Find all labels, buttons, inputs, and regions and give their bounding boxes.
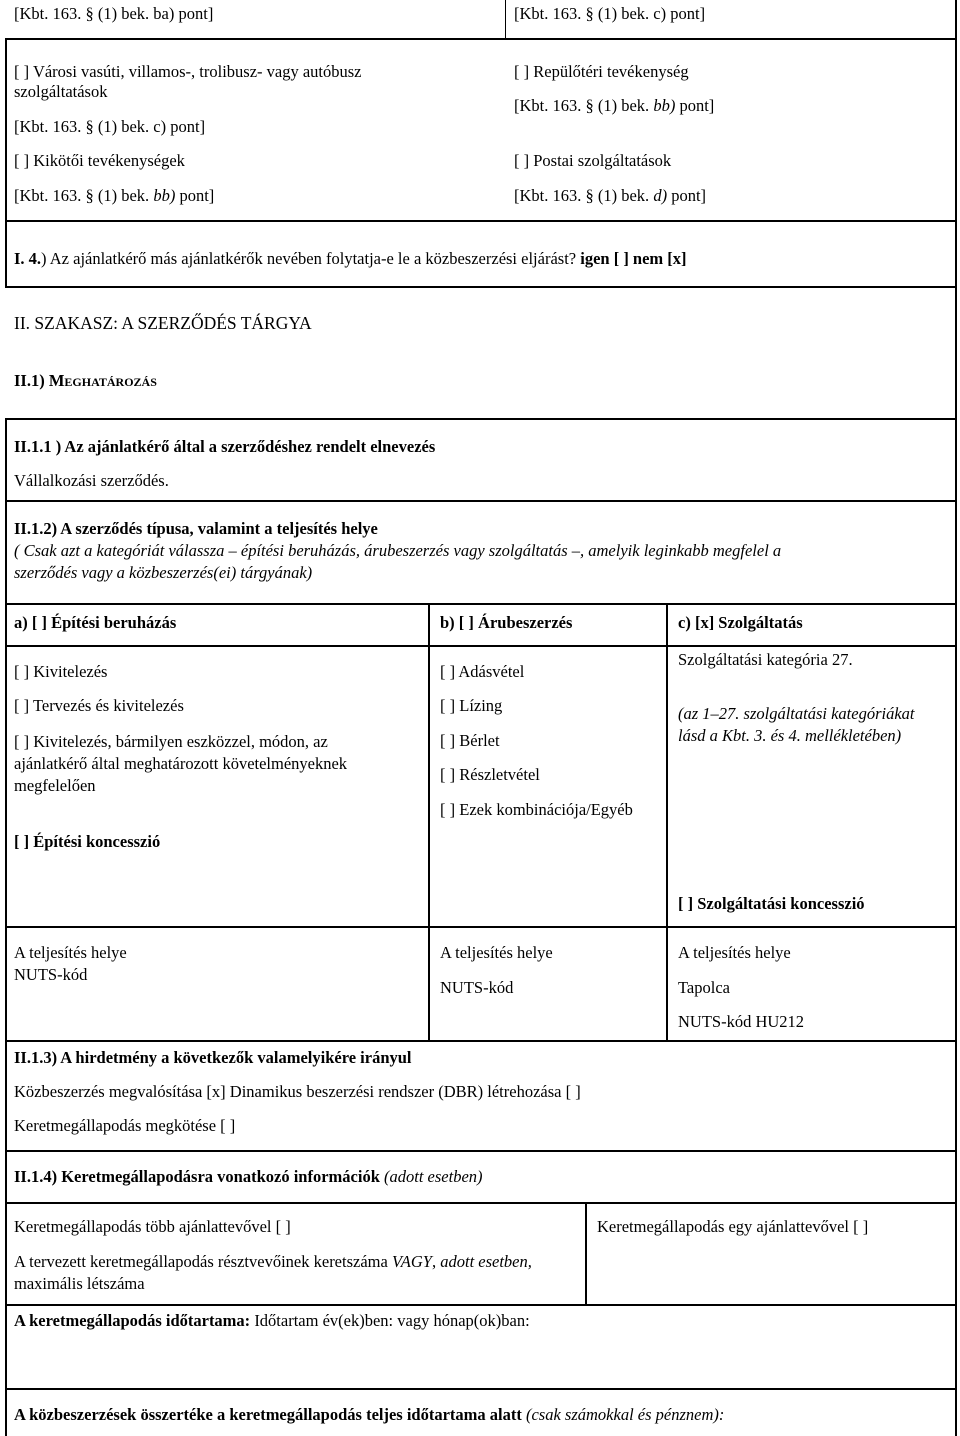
right-border-2 bbox=[955, 220, 957, 1436]
left-border bbox=[5, 40, 7, 220]
ref-ba: [Kbt. 163. § (1) bek. ba) pont] bbox=[14, 4, 214, 23]
c-nuts: NUTS-kód HU212 bbox=[678, 1012, 805, 1031]
subsection-title: II.1) Meghatározás bbox=[14, 371, 157, 390]
ii12-note-2: szerződés vagy a közbeszerzés(ei) tárgyának) bbox=[14, 563, 313, 582]
a-item-3: [ ] Kivitelezés, bármilyen eszközzel, módon, az ajánlatkérő által meghatározott követelményeknek megfelelően bbox=[14, 732, 348, 795]
c-place-value: Tapolca bbox=[678, 978, 730, 997]
rule-ii11-bottom bbox=[5, 500, 957, 502]
rule-place-top bbox=[5, 926, 957, 928]
b-item-5: [ ] Ezek kombinációja/Egyéb bbox=[440, 800, 633, 819]
c-place-label: A teljesítés helye bbox=[678, 943, 791, 962]
ref-c-left: [Kbt. 163. § (1) bek. c) pont] bbox=[14, 117, 206, 136]
a-item-2: [ ] Tervezés és kivitelezés bbox=[14, 696, 184, 715]
ii12-left bbox=[5, 500, 7, 1436]
c-category: Szolgáltatási kategória 27. bbox=[678, 650, 853, 669]
i4-left bbox=[5, 220, 7, 288]
rule-i4-top bbox=[5, 220, 957, 222]
b-place-label: A teljesítés helye bbox=[440, 943, 553, 962]
rule-total-top bbox=[5, 1388, 957, 1390]
top-divider bbox=[505, 0, 506, 38]
b-item-4: [ ] Részletvétel bbox=[440, 765, 540, 784]
ii14-single: Keretmegállapodás egy ajánlattevővel [ ] bbox=[597, 1217, 869, 1236]
rule-ii14-head-bottom bbox=[5, 1202, 957, 1204]
rule-duration-top bbox=[5, 1304, 957, 1306]
place-div-1 bbox=[428, 926, 430, 1042]
ii14-multi: Keretmegállapodás több ajánlattevővel [ ] bbox=[14, 1217, 291, 1236]
c-concession: [ ] Szolgáltatási koncesszió bbox=[678, 894, 865, 913]
b-item-3: [ ] Bérlet bbox=[440, 731, 500, 750]
right-border bbox=[955, 0, 957, 220]
c-category-note: (az 1–27. szolgáltatási kategóriákat lásd a Kbt. 3. és 4. mellékletében) bbox=[678, 704, 915, 745]
ii14-duration: A keretmegállapodás időtartama: Időtartam év(ek)ben: vagy hónap(ok)ban: bbox=[14, 1311, 530, 1330]
option-postal: [ ] Postai szolgáltatások bbox=[514, 151, 672, 170]
option-airport: [ ] Repülőtéri tevékenység bbox=[514, 62, 689, 81]
ii13-line-2: Keretmegállapodás megkötése [ ] bbox=[14, 1116, 236, 1135]
ii11-value: Vállalkozási szerződés. bbox=[14, 471, 169, 490]
b-nuts-label: NUTS-kód bbox=[440, 978, 514, 997]
rule-top bbox=[5, 38, 957, 40]
ii14-planned: A tervezett keretmegállapodás résztvevőinek keretszáma VAGY, adott esetben, maximális létszáma bbox=[14, 1252, 532, 1293]
ref-bb-right: [Kbt. 163. § (1) bek. bb) pont] bbox=[514, 96, 715, 115]
ii13-heading: II.1.3) A hirdetmény a következők valamelyikére irányul bbox=[14, 1048, 412, 1067]
ref-bb-left: [Kbt. 163. § (1) bek. bb) pont] bbox=[14, 186, 215, 205]
rule-ii11-top bbox=[5, 418, 957, 420]
a-nuts-label: NUTS-kód bbox=[14, 965, 88, 984]
ii14-total: A közbeszerzések összertéke a keretmegállapodás teljes időtartama alatt (csak számokkal és pénznem): bbox=[14, 1405, 725, 1424]
b-item-2: [ ] Lízing bbox=[440, 696, 503, 715]
col-b-heading: b) [ ] Árubeszerzés bbox=[440, 613, 573, 632]
option-port: [ ] Kikötői tevékenységek bbox=[14, 151, 185, 170]
ii14-div bbox=[585, 1202, 587, 1306]
ii13-line-1: Közbeszerzés megvalósítása [x] Dinamikus beszerzési rendszer (DBR) létrehozása [ ] bbox=[14, 1082, 581, 1101]
col-div-1 bbox=[428, 603, 430, 928]
a-item-1: [ ] Kivitelezés bbox=[14, 662, 108, 681]
option-urban-transport: [ ] Városi vasúti, villamos-, trolibusz- vagy autóbusz bbox=[14, 62, 362, 81]
option-urban-transport-2: szolgáltatások bbox=[14, 82, 108, 101]
a-place-label: A teljesítés helye bbox=[14, 943, 127, 962]
ii12-heading: II.1.2) A szerződés típusa, valamint a teljesítés helye bbox=[14, 519, 378, 538]
col-a-heading: a) [ ] Építési beruházás bbox=[14, 613, 177, 632]
col-div-2 bbox=[666, 603, 668, 928]
rule-ii12-head-bottom bbox=[5, 645, 957, 647]
ii11-left bbox=[5, 418, 7, 502]
rule-i4-bottom bbox=[5, 286, 957, 288]
rule-ii12-head-top bbox=[5, 603, 957, 605]
col-c-heading: c) [x] Szolgáltatás bbox=[678, 613, 803, 632]
ii11-heading: II.1.1 ) Az ajánlatkérő által a szerződéshez rendelt elnevezés bbox=[14, 437, 436, 456]
place-div-2 bbox=[666, 926, 668, 1042]
rule-ii13-top bbox=[5, 1040, 957, 1042]
ref-d-right: [Kbt. 163. § (1) bek. d) pont] bbox=[514, 186, 707, 205]
rule-ii14-top bbox=[5, 1150, 957, 1152]
i4-question: I. 4.) Az ajánlatkérő más ajánlatkérők nevében folytatja-e le a közbeszerzési eljárást? igen [ ] nem [x] bbox=[14, 249, 687, 268]
b-item-1: [ ] Adásvétel bbox=[440, 662, 525, 681]
ref-c-right: [Kbt. 163. § (1) bek. c) pont] bbox=[514, 4, 706, 23]
a-concession: [ ] Építési koncesszió bbox=[14, 832, 161, 851]
ii14-heading: II.1.4) Keretmegállapodásra vonatkozó információk (adott esetben) bbox=[14, 1167, 483, 1186]
ii12-note-1: ( Csak azt a kategóriát válassza – építési beruházás, árubeszerzés vagy szolgáltatás –, amelyik leginkabb megfelel a bbox=[14, 541, 782, 560]
section-title: II. SZAKASZ: A SZERZŐDÉS TÁRGYA bbox=[14, 313, 312, 333]
